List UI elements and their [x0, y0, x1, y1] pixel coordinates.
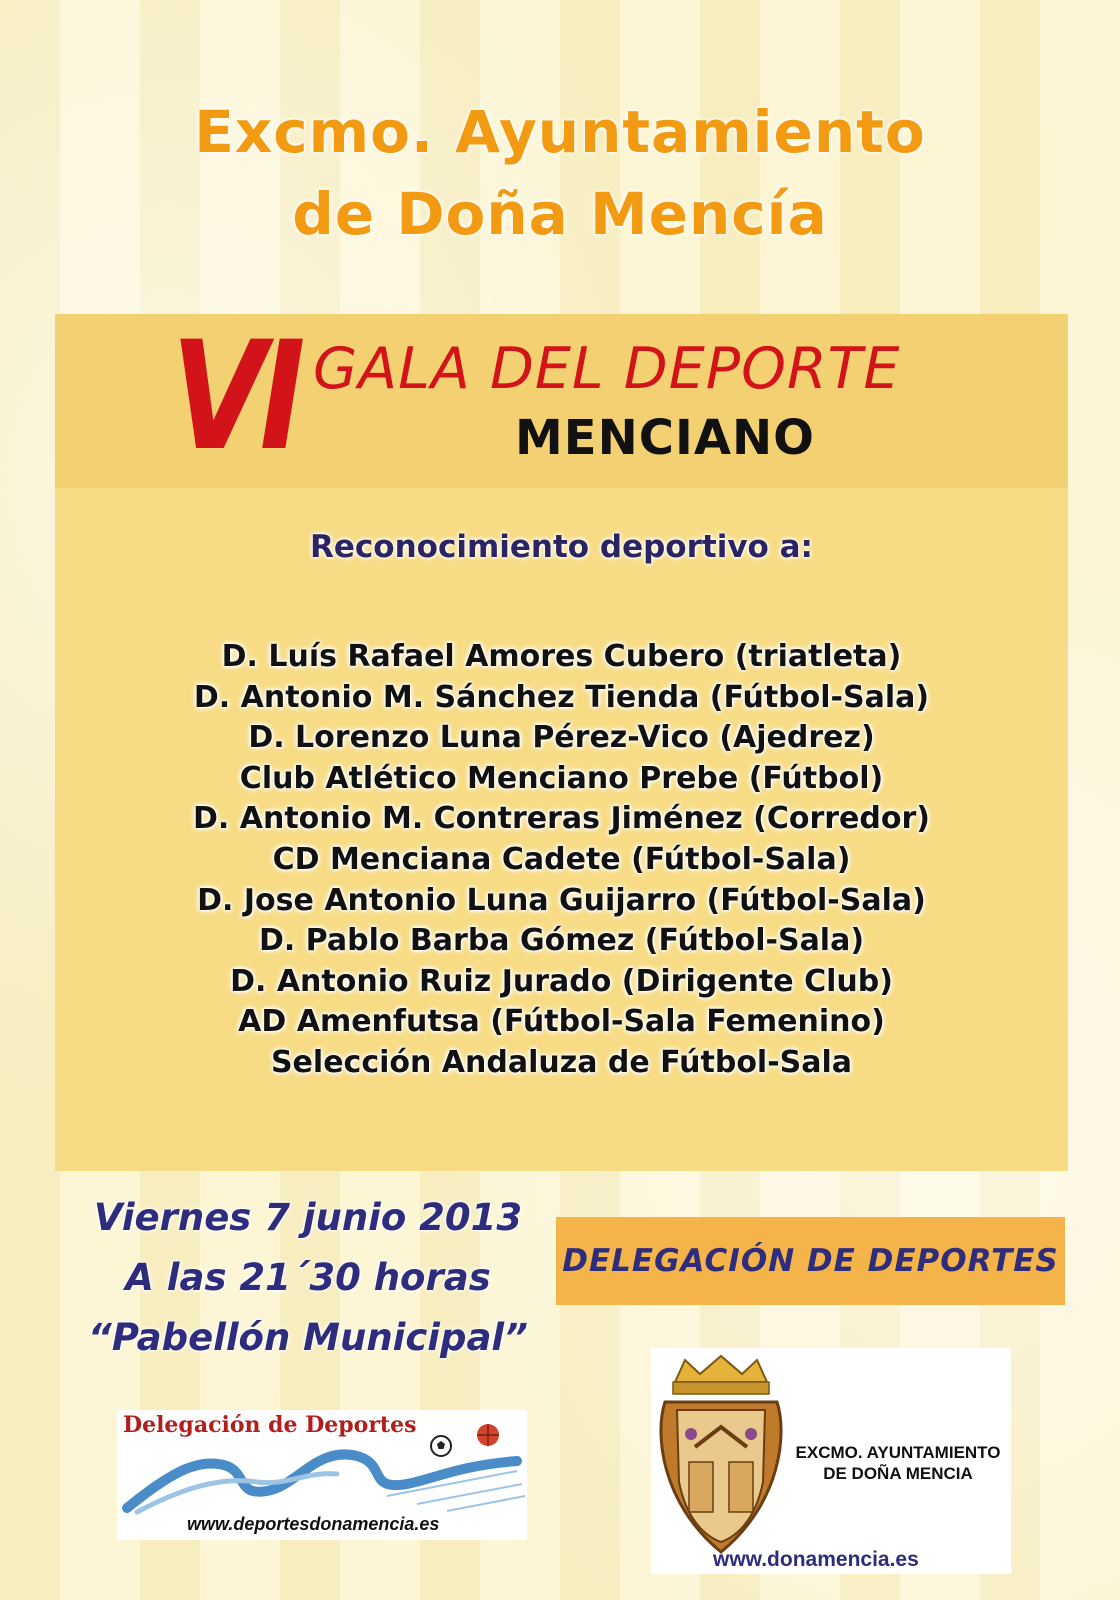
- header-title-line2: de Doña Mencía: [292, 180, 828, 248]
- ayuntamiento-name-line2: DE DOÑA MENCIA: [823, 1464, 973, 1483]
- event-info: [58, 1188, 558, 1368]
- soccer-ball-icon: [429, 1434, 453, 1458]
- honoree-item: D. Antonio Ruiz Jurado (Dirigente Club): [230, 963, 893, 999]
- swoosh-graphic-icon: [117, 1436, 527, 1516]
- honoree-item: D. Luís Rafael Amores Cubero (triatleta): [221, 639, 902, 674]
- ayuntamiento-name: [793, 1442, 1003, 1484]
- honoree-item: AD Amenfutsa (Fútbol-Sala Femenino): [238, 1004, 885, 1040]
- ayuntamiento-logo: [651, 1348, 1011, 1574]
- honoree-item: D. Antonio M. Contreras Jiménez (Corredor): [193, 801, 930, 837]
- honorees-list: [55, 637, 1068, 1084]
- ayuntamiento-url: www.donamencia.es: [713, 1548, 919, 1571]
- gala-subtitle: MENCIANO: [515, 410, 815, 466]
- honoree-item: D. Lorenzo Luna Pérez-Vico (Ajedrez): [248, 720, 875, 756]
- deportes-logo: [117, 1410, 527, 1540]
- header-title-line1: Excmo. Ayuntamiento: [194, 98, 926, 166]
- honoree-item: D. Antonio M. Sánchez Tienda (Fútbol-Sala): [193, 679, 930, 715]
- coat-of-arms-icon: [655, 1352, 787, 1562]
- honoree-item: CD Menciana Cadete (Fútbol-Sala): [272, 841, 851, 877]
- honoree-item: Club Atlético Menciano Prebe (Fútbol): [239, 760, 884, 796]
- event-venue: “Pabellón Municipal”: [88, 1316, 528, 1359]
- basketball-icon: [475, 1422, 501, 1448]
- event-time: A las 21´30 horas: [125, 1256, 491, 1299]
- deportes-logo-title: Delegación de Deportes: [123, 1412, 417, 1438]
- gala-title: GALA DEL DEPORTE: [313, 336, 901, 402]
- deportes-url: www.deportesdonamencia.es: [187, 1514, 440, 1534]
- ayuntamiento-name-line1: EXCMO. AYUNTAMIENTO: [795, 1443, 1001, 1462]
- recognition-heading: Reconocimiento deportivo a:: [310, 529, 813, 565]
- event-date: Viernes 7 junio 2013: [93, 1196, 523, 1239]
- delegation-label: DELEGACIÓN DE DEPORTES: [562, 1243, 1059, 1279]
- honoree-item: D. Pablo Barba Gómez (Fútbol-Sala): [258, 923, 865, 959]
- honoree-item: D. Jose Antonio Luna Guijarro (Fútbol-Sala): [197, 882, 926, 918]
- gala-edition: VI: [171, 310, 299, 484]
- gala-title-band: [55, 310, 1068, 488]
- honoree-item: Selección Andaluza de Fútbol-Sala: [270, 1044, 853, 1080]
- delegation-banner: [556, 1217, 1065, 1305]
- main-panel: [55, 310, 1068, 1171]
